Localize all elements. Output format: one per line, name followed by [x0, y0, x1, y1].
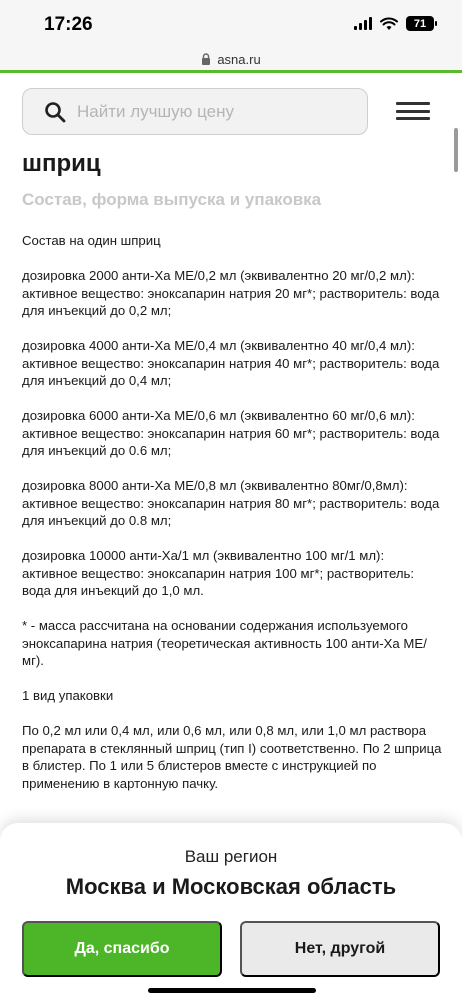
- status-time: 17:26: [44, 14, 93, 35]
- page-title: шприц: [22, 150, 101, 177]
- section-title: Состав, форма выпуска и упаковка: [22, 190, 322, 209]
- paragraph: По 0,2 мл или 0,4 мл, или 0,6 мл, или 0,8 мл, или 1,0 мл раствора препарата в стеклянный шприц (тип I) соответственно. По 2 шприца в блистер. По 1 или 5 блистеров вместе с инструкцией по применению в картонную пачку.: [22, 723, 442, 791]
- browser-url-bar[interactable]: [0, 48, 462, 70]
- signal-icon: [354, 17, 372, 30]
- paragraph: * - масса рассчитана на основании содержания используемого эноксапарина натрия (теоретическая активность 100 анти-Ха МЕ/мг).: [22, 618, 427, 668]
- search-icon: [43, 100, 67, 124]
- status-icons: [354, 16, 434, 31]
- paragraph: 1 вид упаковки: [22, 688, 114, 703]
- composition-text: [22, 232, 442, 810]
- accent-divider: [0, 70, 462, 73]
- paragraph: дозировка 2000 анти-Ха МЕ/0,2 мл (эквивалентно 20 мг/0,2 мл): активное вещество: эноксапарин натрия 20 мг*; растворитель: вода для инъекций до 0,2 мл;: [22, 268, 440, 318]
- wifi-icon: [380, 17, 398, 31]
- paragraph: дозировка 4000 анти-Ха МЕ/0,4 мл (эквивалентно 40 мг/0,4 мл): активное вещество: эноксапарин натрия 40 мг*; растворитель: вода для инъекций до 0,4 мл;: [22, 338, 440, 388]
- paragraph: дозировка 8000 анти-Ха МЕ/0,8 мл (эквивалентно 80мг/0,8мл): активное вещество: эноксапарин натрия 80 мг*; растворитель: вода для инъекций до 0.8 мл;: [22, 478, 440, 528]
- search-placeholder: Найти лучшую цену: [77, 101, 235, 121]
- scrollbar[interactable]: [454, 128, 458, 172]
- paragraph: Состав на один шприц: [22, 233, 161, 248]
- region-popup: [0, 823, 462, 1000]
- search-input[interactable]: [22, 88, 368, 135]
- region-name: Москва и Московская область: [65, 874, 397, 899]
- change-region-button[interactable]: Нет, другой: [240, 921, 440, 977]
- hamburger-menu-icon[interactable]: [396, 102, 430, 120]
- home-indicator[interactable]: [148, 988, 316, 993]
- status-bar: [0, 0, 462, 48]
- region-label: Ваш регион: [184, 847, 278, 866]
- confirm-region-button[interactable]: Да, спасибо: [22, 921, 222, 977]
- url-text: asna.ru: [217, 51, 261, 67]
- paragraph: дозировка 6000 анти-Ха МЕ/0,6 мл (эквивалентно 60 мг/0,6 мл): активное вещество: эноксапарин натрия 60 мг*; растворитель: вода для инъекций до 0.6 мл;: [22, 408, 440, 458]
- battery-icon: 71: [406, 16, 434, 31]
- paragraph: дозировка 10000 анти-Ха/1 мл (эквивалентно 100 мг/1 мл): активное вещество: эноксапарин натрия 100 мг*; растворитель: вода для инъекций до 1,0 мл.: [22, 548, 415, 598]
- lock-icon: [201, 53, 211, 65]
